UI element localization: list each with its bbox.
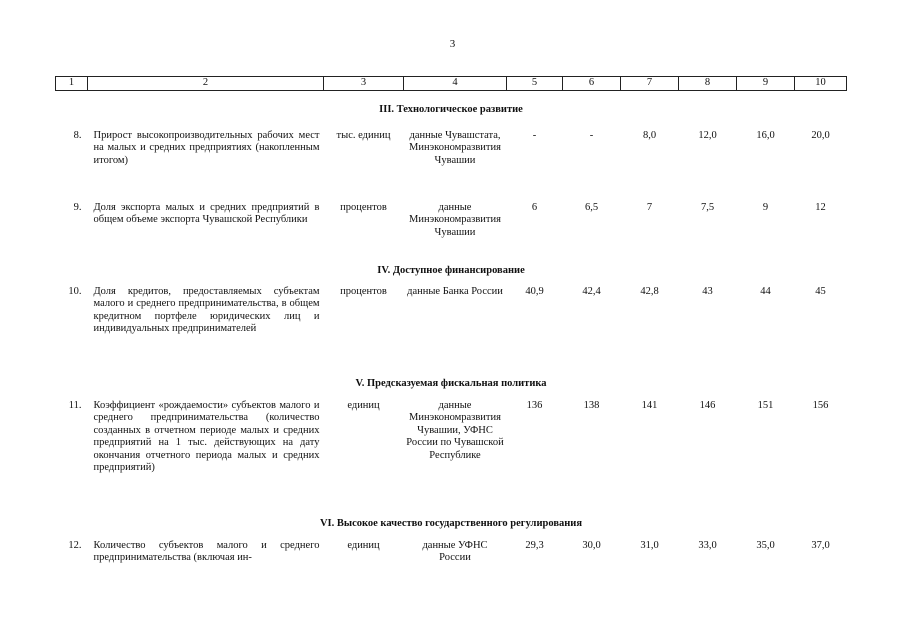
data-source: данные Чувашстата, Минэкономразвития Чувашии bbox=[409, 129, 501, 166]
section-title: IV. Доступное финансирование bbox=[377, 265, 525, 277]
section-heading-row bbox=[56, 91, 847, 130]
column-number: 2 bbox=[88, 77, 324, 91]
table-row bbox=[56, 540, 847, 570]
value-cell: 8,0 bbox=[642, 129, 657, 141]
value-cell: 43 bbox=[702, 285, 713, 297]
column-number: 1 bbox=[56, 77, 88, 91]
data-source: данные УФНС России bbox=[422, 539, 488, 563]
value-cell: 44 bbox=[760, 285, 771, 297]
data-source: данные Минэкономразвития Чувашии, УФНС России по Чувашской Республике bbox=[406, 399, 504, 461]
value-cell: 156 bbox=[812, 399, 829, 411]
value-cell: 29,3 bbox=[525, 539, 544, 551]
column-number: 10 bbox=[795, 77, 847, 91]
section-heading-row bbox=[56, 510, 847, 540]
value-cell: 136 bbox=[526, 399, 543, 411]
column-number: 4 bbox=[404, 77, 507, 91]
indicators-table bbox=[55, 76, 847, 570]
value-cell: 12 bbox=[815, 201, 826, 213]
indicator-name: Доля кредитов, предоставляемых субъектам малого и среднего предпринимательства, в общем кредитном портфеле юридических лиц и индивидуальных предпринимателей bbox=[93, 285, 320, 334]
value-cell: 12,0 bbox=[698, 129, 717, 141]
value-cell: - bbox=[589, 129, 594, 141]
value-cell: 31,0 bbox=[640, 539, 659, 551]
value-cell: 138 bbox=[583, 399, 600, 411]
value-cell: 141 bbox=[641, 399, 658, 411]
value-cell: 40,9 bbox=[525, 285, 544, 297]
value-cell: 6 bbox=[531, 201, 538, 213]
page-number: 3 bbox=[449, 38, 456, 50]
table-row bbox=[56, 400, 847, 510]
value-cell: 7 bbox=[646, 201, 653, 213]
row-number: 8. bbox=[73, 129, 82, 141]
unit-of-measure: процентов bbox=[340, 285, 387, 297]
column-number: 6 bbox=[563, 77, 621, 91]
row-number: 12. bbox=[68, 539, 82, 551]
section-title: VI. Высокое качество государственного регулирования bbox=[319, 518, 583, 530]
row-number: 9. bbox=[73, 201, 82, 213]
unit-of-measure: единиц bbox=[347, 539, 380, 551]
value-cell: 30,0 bbox=[582, 539, 601, 551]
table-row bbox=[56, 202, 847, 258]
section-heading-row bbox=[56, 258, 847, 286]
table-row bbox=[56, 130, 847, 202]
unit-of-measure: тыс. единиц bbox=[336, 129, 391, 141]
indicator-name: Количество субъектов малого и среднего предпринимательства (включая ин- bbox=[93, 539, 320, 563]
value-cell: 33,0 bbox=[698, 539, 717, 551]
value-cell: 146 bbox=[699, 399, 716, 411]
value-cell: 151 bbox=[757, 399, 774, 411]
data-source: данные Минэкономразвития Чувашии bbox=[409, 201, 501, 238]
column-number: 8 bbox=[679, 77, 737, 91]
row-number: 11. bbox=[68, 399, 82, 411]
section-heading-row bbox=[56, 370, 847, 400]
data-source: данные Банка России bbox=[407, 285, 503, 297]
unit-of-measure: единиц bbox=[347, 399, 380, 411]
column-number: 5 bbox=[507, 77, 563, 91]
value-cell: 35,0 bbox=[756, 539, 775, 551]
value-cell: 7,5 bbox=[700, 201, 715, 213]
value-cell: 16,0 bbox=[756, 129, 775, 141]
indicator-name: Прирост высокопроизводительных рабочих мест на малых и средних предприятиях (накопленным итогом) bbox=[93, 129, 320, 166]
value-cell: 20,0 bbox=[811, 129, 830, 141]
value-cell: 45 bbox=[815, 285, 826, 297]
value-cell: 9 bbox=[762, 201, 769, 213]
column-number: 3 bbox=[324, 77, 404, 91]
column-number: 7 bbox=[621, 77, 679, 91]
value-cell: - bbox=[532, 129, 537, 141]
value-cell: 42,4 bbox=[582, 285, 601, 297]
column-number-row bbox=[56, 77, 847, 91]
indicator-name: Доля экспорта малых и средних предприятий в общем объеме экспорта Чувашской Республики bbox=[93, 201, 320, 225]
indicator-name: Коэффициент «рождаемости» субъектов малого и среднего предпринимательства (количество созданных в отчетном периоде малых и средних предприятий на 1 тыс. действующих на дату окончания отчетного периода малых и средних предприятий) bbox=[93, 399, 320, 473]
column-number: 9 bbox=[737, 77, 795, 91]
value-cell: 6,5 bbox=[584, 201, 599, 213]
section-title: V. Предсказуемая фискальная политика bbox=[355, 378, 547, 390]
section-title: III. Технологическое развитие bbox=[379, 104, 523, 115]
value-cell: 37,0 bbox=[811, 539, 830, 551]
unit-of-measure: процентов bbox=[340, 201, 387, 213]
table-row bbox=[56, 286, 847, 370]
value-cell: 42,8 bbox=[640, 285, 659, 297]
row-number: 10. bbox=[68, 285, 82, 297]
